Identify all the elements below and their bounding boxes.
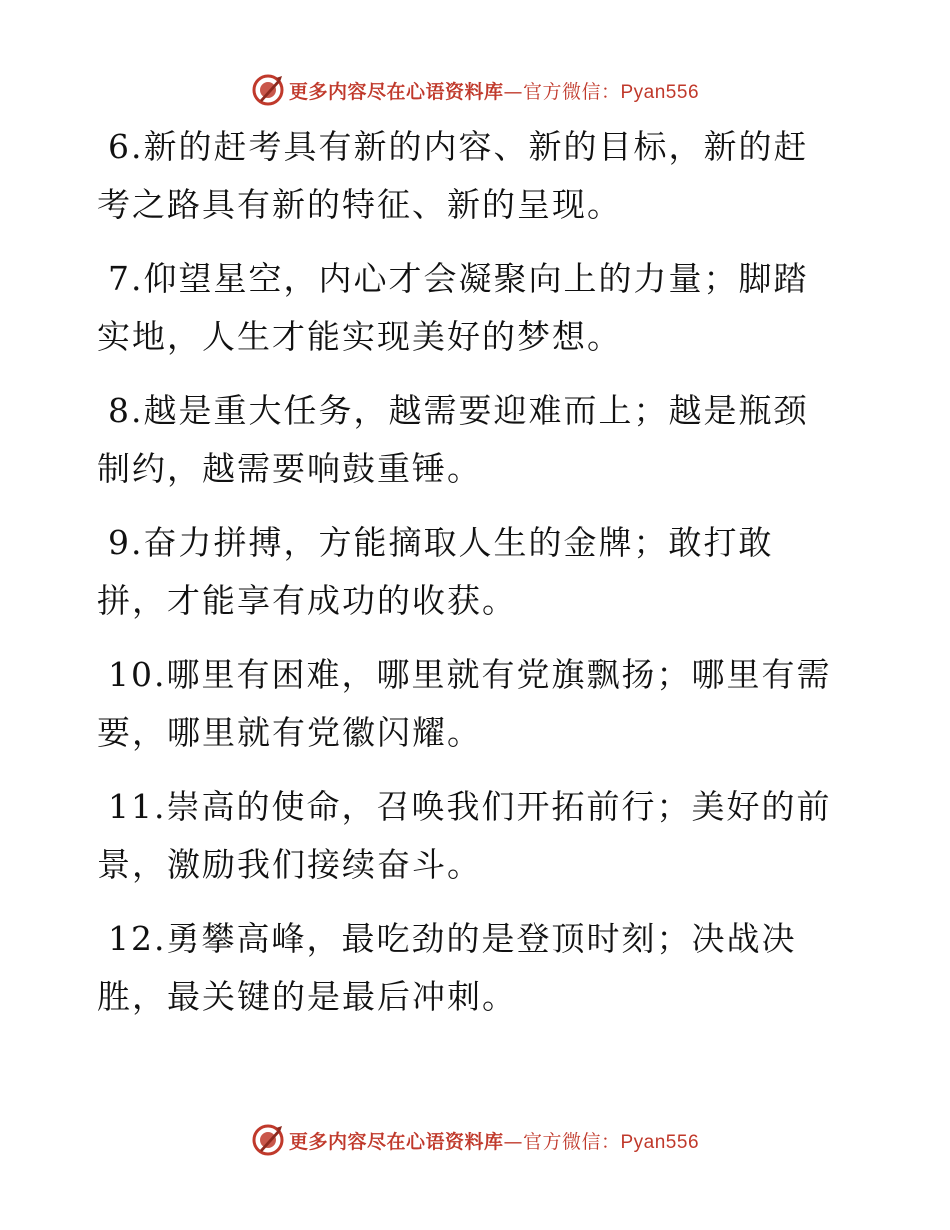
banner-dash: — — [503, 80, 523, 103]
item-text: 勇攀高峰，最吃劲的是登顶时刻；决战决胜，最关键的是最后冲刺。 — [97, 919, 797, 1016]
item-text: 崇高的使命，召唤我们开拓前行；美好的前景，激励我们接续奋斗。 — [97, 787, 832, 884]
list-item — [97, 646, 837, 762]
list-item — [97, 514, 837, 630]
list-item — [97, 778, 837, 894]
item-number: 8. — [108, 391, 144, 430]
list-item — [97, 250, 837, 366]
banner-wechat-id: Pyan556 — [620, 81, 700, 103]
item-text: 仰望星空，内心才会凝聚向上的力量；脚踏实地，人生才能实现美好的梦想。 — [97, 259, 809, 356]
quill-seal-icon — [251, 1123, 285, 1157]
list-item — [97, 910, 837, 1026]
document-body — [97, 118, 837, 1042]
footer-banner — [0, 1120, 950, 1160]
item-number: 6. — [108, 127, 144, 166]
item-number: 7. — [108, 259, 144, 298]
banner-title: 更多内容尽在心语资料库 — [288, 1130, 504, 1153]
header-banner — [0, 70, 950, 110]
item-number: 10. — [108, 655, 167, 694]
banner-wechat-label: 官方微信： — [522, 1130, 621, 1153]
list-item — [97, 118, 837, 234]
item-text: 越是重大任务，越需要迎难而上；越是瓶颈制约，越需要响鼓重锤。 — [97, 391, 809, 488]
footer-banner-text — [289, 1127, 699, 1154]
quill-seal-icon — [251, 73, 285, 107]
item-text: 新的赶考具有新的内容、新的目标，新的赶考之路具有新的特征、新的呈现。 — [97, 127, 809, 224]
item-number: 9. — [108, 523, 144, 562]
item-text: 哪里有困难，哪里就有党旗飘扬；哪里有需要，哪里就有党徽闪耀。 — [97, 655, 832, 752]
item-text: 奋力拼搏，方能摘取人生的金牌；敢打敢拼，才能享有成功的收获。 — [97, 523, 774, 620]
item-number: 12. — [108, 919, 167, 958]
list-item — [97, 382, 837, 498]
header-banner-text — [289, 77, 699, 104]
banner-title: 更多内容尽在心语资料库 — [288, 80, 504, 103]
banner-dash: — — [503, 1130, 523, 1153]
banner-wechat-label: 官方微信： — [522, 80, 621, 103]
item-number: 11. — [108, 787, 167, 826]
banner-wechat-id: Pyan556 — [620, 1131, 700, 1153]
